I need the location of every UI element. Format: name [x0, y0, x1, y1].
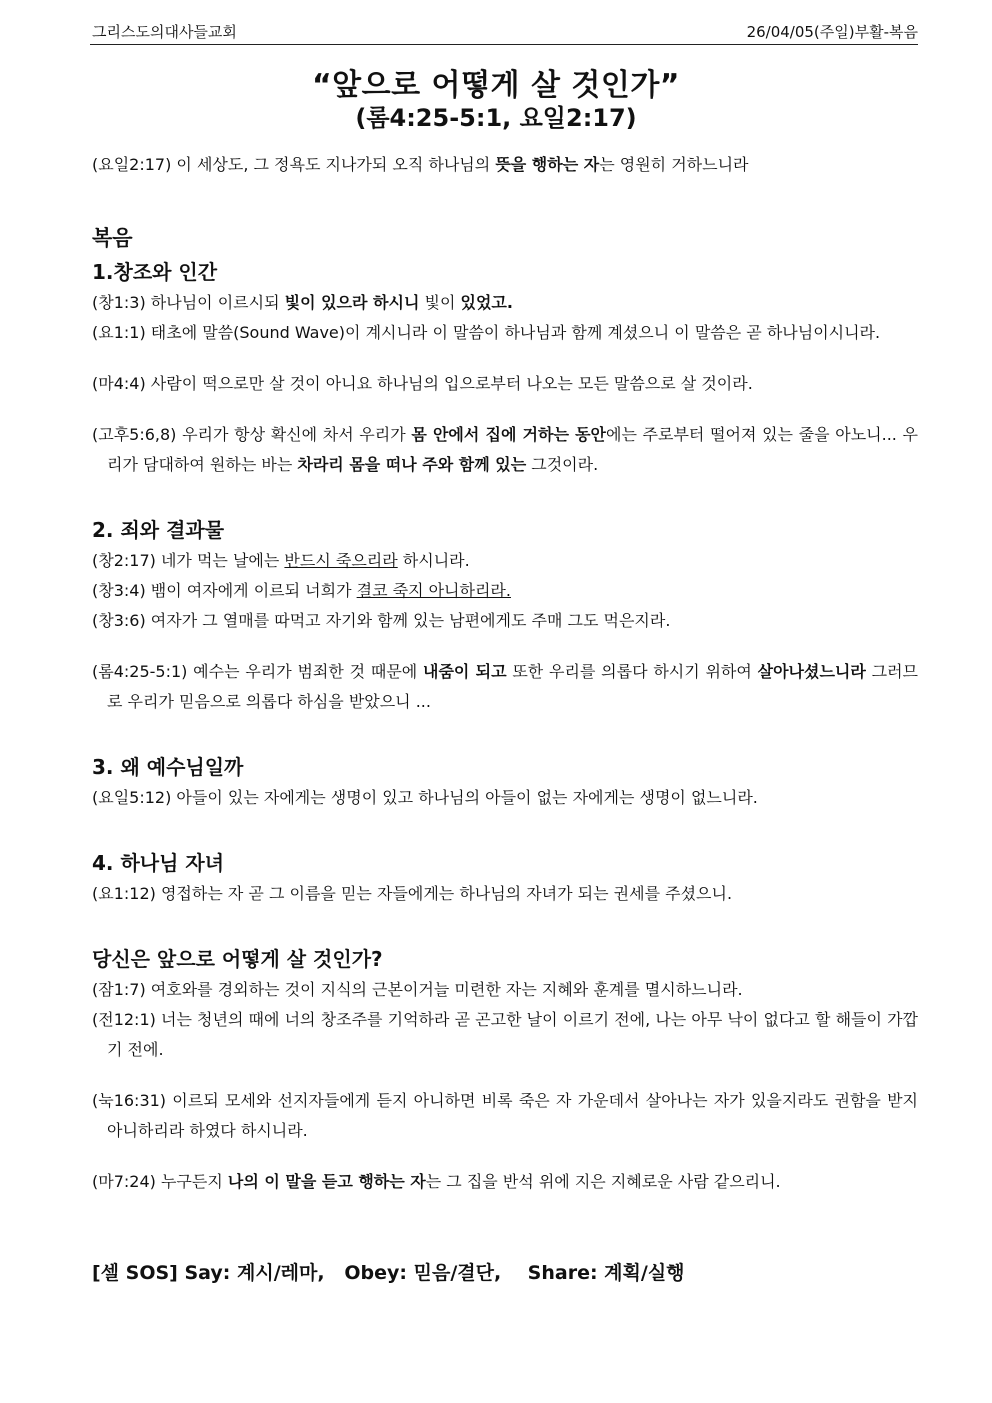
verse-ref: (창3:4) — [92, 581, 146, 600]
verse-gen3-4 — [92, 576, 918, 606]
verse-ref: (고후5:6,8) — [92, 425, 177, 444]
verse-text: 하시니라. — [397, 551, 470, 570]
verse-ref: (창3:6) — [92, 611, 146, 630]
verse-ref: (요1:12) — [92, 884, 156, 903]
verse-text: 네가 먹는 날에는 — [155, 551, 285, 570]
section-heading-1: 1.창조와 인간 — [92, 260, 218, 284]
verse-gen1-3 — [92, 288, 918, 318]
cell-sos-footer: [셀 SOS] Say: 계시/레마, Obey: 믿음/결단, Share: 계획/실행 — [92, 1262, 685, 1284]
verse-2cor5-6 — [92, 420, 918, 480]
verse-text: 는 영원히 거하느니라 — [599, 155, 749, 174]
verse-ref: (요일2:17) — [92, 155, 172, 174]
sermon-body — [92, 150, 918, 1287]
verse-emphasis: 차라리 몸을 떠나 주와 함께 있는 — [297, 455, 527, 474]
sermon-scripture: (롬4:25-5:1, 요일2:17) — [355, 104, 637, 132]
verse-text: 여자가 그 열매를 따먹고 자기와 함께 있는 남편에게도 주매 그도 먹은지라. — [145, 611, 671, 630]
verse-text: 는 그 집을 반석 위에 지은 지혜로운 사람 같으리니. — [425, 1172, 781, 1191]
verse-emphasis: 몸 안에서 집에 거하는 동안 — [411, 425, 606, 444]
verse-text: 아들이 있는 자에게는 생명이 있고 하나님의 아들이 없는 자에게는 생명이 없느니라. — [171, 788, 758, 807]
verse-text: 빛이 — [419, 293, 461, 312]
verse-ref: (롬4:25-5:1) — [92, 662, 188, 681]
verse-text: 하나님이 이르시되 — [145, 293, 285, 312]
page-header — [90, 18, 918, 45]
section-heading-3: 3. 왜 예수님일까 — [92, 755, 244, 779]
verse-prov1-7 — [92, 975, 918, 1005]
verse-text: 그것이라. — [526, 455, 599, 474]
verse-emphasis: 뜻을 행하는 자 — [495, 155, 600, 174]
verse-text: 사람이 떡으로만 살 것이 아니요 하나님의 입으로부터 나오는 모든 말씀으로 살 것이라. — [145, 374, 753, 393]
verse-eccl12-1 — [92, 1005, 918, 1065]
verse-emphasis: 살아나셨느니라 — [757, 662, 866, 681]
verse-emphasis: 있었고. — [460, 293, 513, 312]
verse-ref: (창1:3) — [92, 293, 146, 312]
verse-text: 예수는 우리가 범죄한 것 때문에 — [187, 662, 424, 681]
verse-text: 누구든지 — [155, 1172, 228, 1191]
verse-luke16-31 — [92, 1086, 918, 1146]
verse-ref: (전12:1) — [92, 1010, 156, 1029]
verse-ref: (요1:1) — [92, 323, 146, 342]
verse-john1-1 — [92, 318, 918, 348]
verse-ref: (요일5:12) — [92, 788, 172, 807]
section-heading-5: 당신은 앞으로 어떻게 살 것인가? — [92, 947, 383, 971]
verse-emphasis: 빛이 있으라 하시니 — [284, 293, 420, 312]
verse-1john5-12 — [92, 783, 918, 813]
verse-ref: (잠1:7) — [92, 980, 146, 999]
sermon-title: “앞으로 어떻게 살 것인가” — [311, 68, 681, 103]
verse-text: 태초에 말씀(Sound Wave)이 계시니라 이 말씀이 하나님과 함께 계셨으니 이 말씀은 곧 하나님이시니라. — [145, 323, 881, 342]
verse-text: 우리가 항상 확신에 차서 우리가 — [176, 425, 412, 444]
verse-text: 뱀이 여자에게 이르되 너희가 — [145, 581, 357, 600]
verse-text: 이르되 모세와 선지자들에게 듣지 아니하면 비록 죽은 자 가운데서 살아나는 자가 있을지라도 권함을 받지 아니하리라 하였다 하시니라. — [107, 1091, 918, 1140]
verse-rom4-25 — [92, 657, 918, 717]
intro-verse — [92, 150, 918, 180]
verse-matt7-24 — [92, 1167, 918, 1197]
verse-text: 영접하는 자 곧 그 이름을 믿는 자들에게는 하나님의 자녀가 되는 권세를 주셨으니. — [155, 884, 733, 903]
verse-matt4-4 — [92, 369, 918, 399]
verse-text: 그러므로 우리가 믿음으로 의롭다 하심을 받았으니 ... — [107, 662, 918, 711]
verse-text: 이 세상도, 그 정욕도 지나가되 오직 하나님의 — [171, 155, 496, 174]
verse-text: 여호와를 경외하는 것이 지식의 근본이거늘 미련한 자는 지혜와 훈계를 멸시하느니라. — [145, 980, 743, 999]
sermon-date: 26/04/05(주일)부활-복음 — [746, 23, 918, 41]
verse-ref: (눅16:31) — [92, 1091, 167, 1110]
verse-emphasis: 내줌이 되고 — [423, 662, 507, 681]
gospel-heading: 복음 — [92, 226, 133, 250]
verse-text: 에는 주로부터 떨어져 있는 줄을 아노니... 우리가 담대하여 원하는 바는 — [107, 425, 918, 474]
verse-john1-12 — [92, 879, 918, 909]
verse-underline: 결코 죽지 아니하리라. — [356, 581, 511, 600]
church-name: 그리스도의대사들교회 — [92, 23, 237, 41]
verse-ref: (마4:4) — [92, 374, 146, 393]
verse-text: 또한 우리를 의롭다 하시기 위하여 — [506, 662, 758, 681]
verse-ref: (마7:24) — [92, 1172, 156, 1191]
section-heading-4: 4. 하나님 자녀 — [92, 851, 225, 875]
verse-underline: 반드시 죽으리라 — [284, 551, 398, 570]
verse-gen3-6 — [92, 606, 918, 636]
verse-ref: (창2:17) — [92, 551, 156, 570]
verse-gen2-17 — [92, 546, 918, 576]
verse-emphasis: 나의 이 말을 듣고 행하는 자 — [227, 1172, 426, 1191]
verse-text: 너는 청년의 때에 너의 창조주를 기억하라 곧 곤고한 날이 이르기 전에, 나는 아무 낙이 없다고 할 해들이 가깝기 전에. — [107, 1010, 918, 1059]
section-heading-2: 2. 죄와 결과물 — [92, 518, 225, 542]
